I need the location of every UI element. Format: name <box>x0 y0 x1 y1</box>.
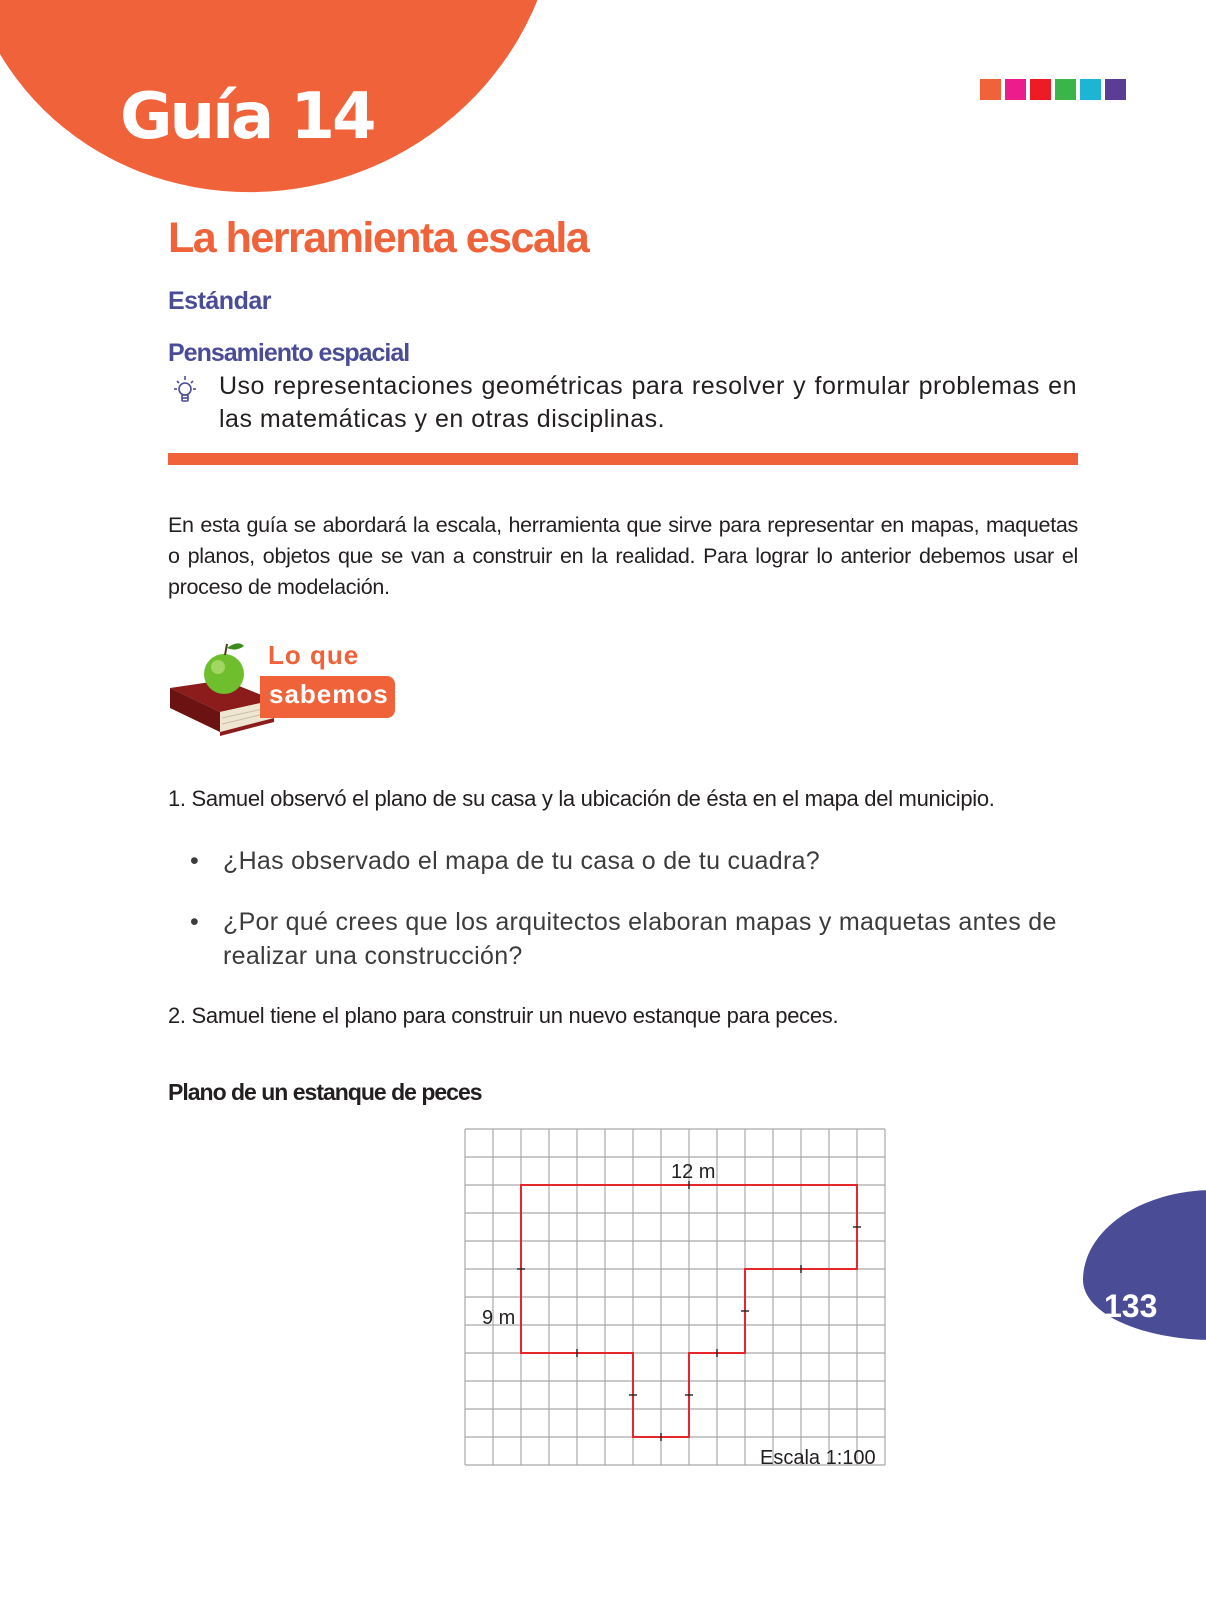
bullet-icon: • <box>190 908 200 936</box>
section-badge <box>168 636 408 751</box>
side-dimension-label: 9 m <box>482 1307 516 1329</box>
color-square <box>1005 79 1026 100</box>
thought-label: Pensamiento espacial <box>168 339 410 367</box>
badge-line-1: Lo que <box>268 640 360 670</box>
color-square <box>1080 79 1101 100</box>
page-title: La herramienta escala <box>168 214 589 262</box>
divider <box>168 453 1078 465</box>
bullet-text: ¿Por qué crees que los arquitectos elaboran mapas y maquetas antes de realizar una construcción? <box>223 908 1057 970</box>
standard-text: Uso representaciones geométricas para resolver y formular problemas en las matemáticas y en otras disciplinas. <box>219 372 1077 433</box>
badge-line-2: sabemos <box>269 679 389 709</box>
standard-label: Estándar <box>168 287 271 315</box>
guide-title: Guía 14 <box>120 80 374 154</box>
lightbulb-icon <box>170 374 200 408</box>
color-square <box>1030 79 1051 100</box>
bullet-text: ¿Has observado el mapa de tu casa o de tu cuadra? <box>223 847 820 875</box>
color-square <box>980 79 1001 100</box>
intro-paragraph: En esta guía se abordará la escala, herramienta que sirve para representar en mapas, maquetas o planos, objetos que se van a construir en la realidad. Para lograr lo anterior debemos usar el proceso de modelación. <box>168 513 1078 599</box>
color-square <box>1105 79 1126 100</box>
question-2: 2. Samuel tiene el plano para construir un nuevo estanque para peces. <box>168 1003 839 1028</box>
page-number: 133 <box>1104 1288 1158 1324</box>
question-1: 1. Samuel observó el plano de su casa y la ubicación de ésta en el mapa del municipio. <box>168 786 995 811</box>
scale-label: Escala 1:100 <box>760 1447 876 1469</box>
color-squares <box>980 79 1126 100</box>
plan-title: Plano de un estanque de peces <box>168 1079 482 1105</box>
bullet-item <box>190 844 1080 878</box>
bullet-icon: • <box>190 847 200 875</box>
apple-icon <box>204 643 244 694</box>
bullet-item <box>190 905 1080 973</box>
top-dimension-label: 12 m <box>671 1161 716 1183</box>
color-square <box>1055 79 1076 100</box>
